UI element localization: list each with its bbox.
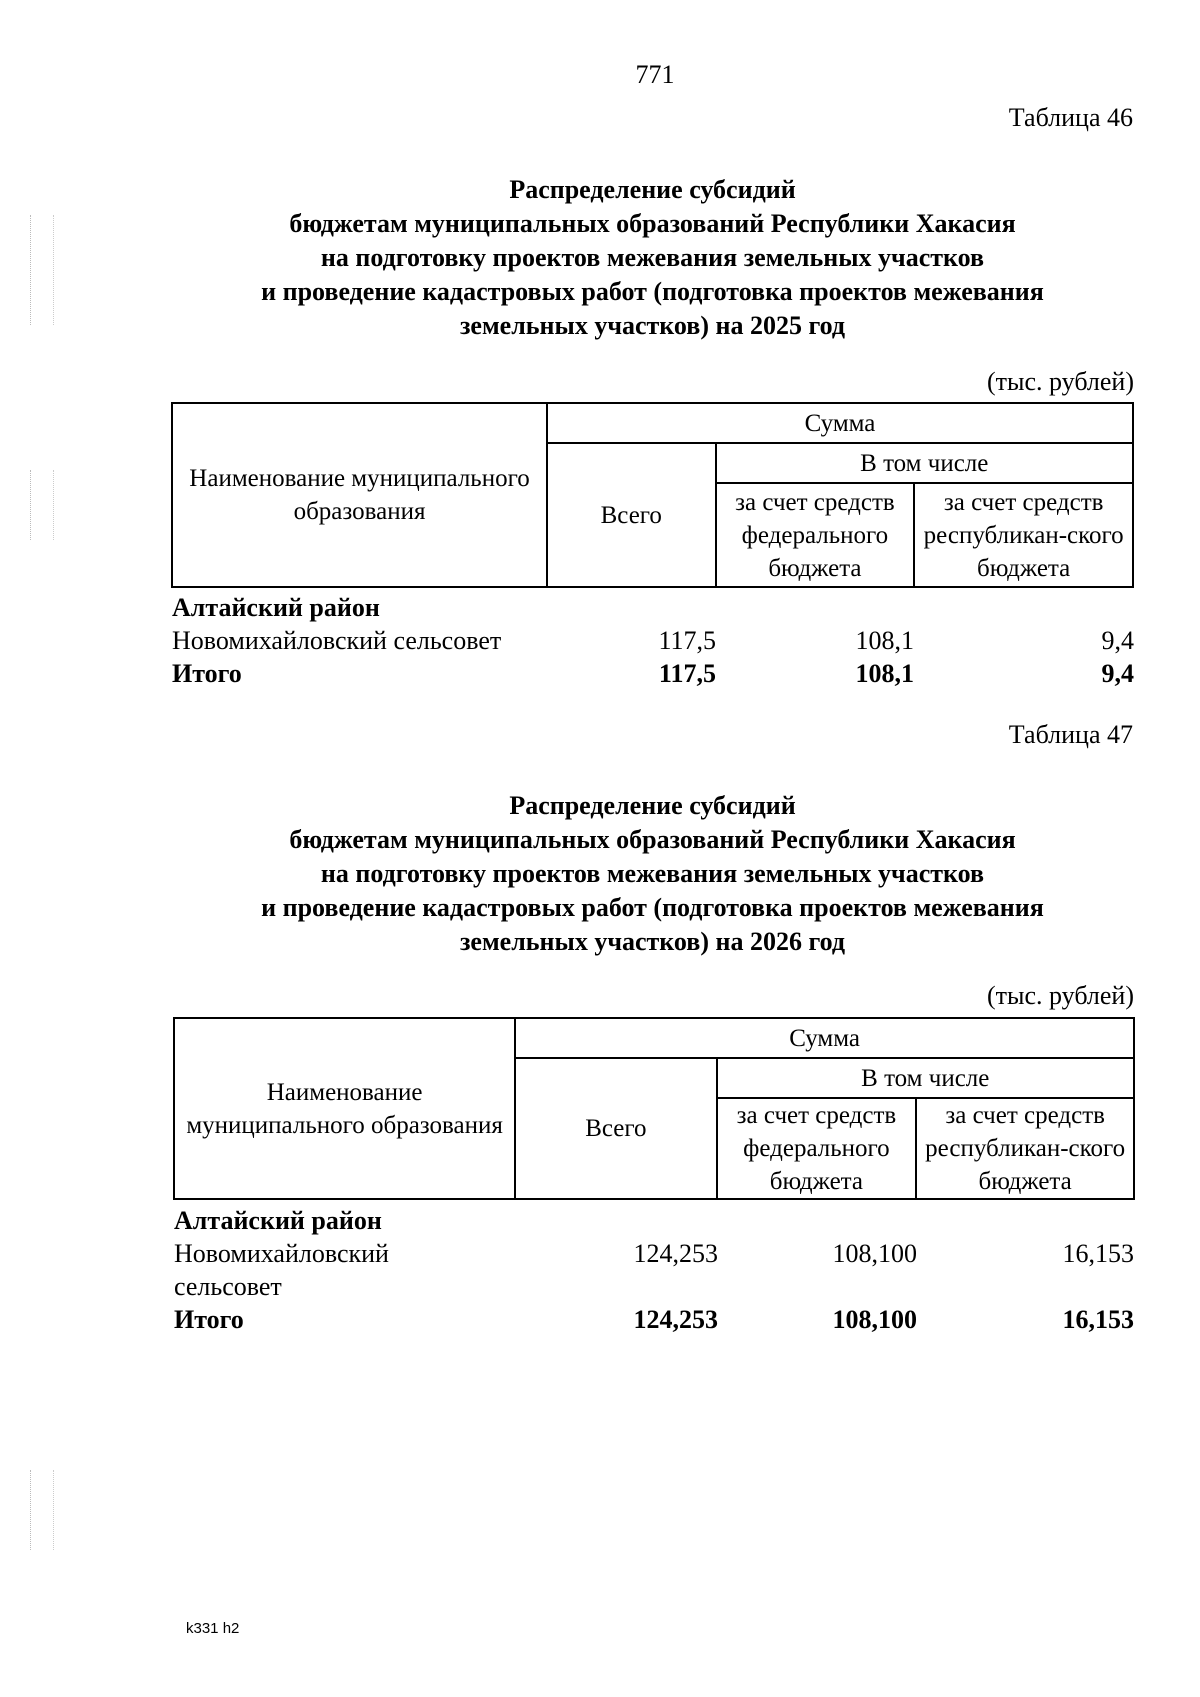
district-name: Алтайский район — [172, 593, 380, 622]
row-total: 117,5 — [658, 626, 716, 655]
header-name: Наименование муниципального образования — [174, 1018, 515, 1199]
sum-total: 124,253 — [633, 1305, 718, 1334]
sum-row — [172, 659, 1134, 692]
header-total: Всего — [547, 443, 716, 587]
title-line: Распределение субсидий — [509, 175, 796, 204]
header-including: В том числе — [716, 443, 1133, 483]
row-name-line1: Новомихайловский — [174, 1239, 389, 1268]
header-including: В том числе — [717, 1058, 1134, 1098]
table-row-continuation — [174, 1272, 1134, 1305]
title-line: бюджетам муниципальных образований Республики Хакасия — [289, 209, 1016, 238]
scan-margin-marks — [30, 470, 54, 540]
header-federal: за счет средств федерального бюджета — [717, 1098, 917, 1199]
sum-total: 117,5 — [658, 659, 716, 688]
row-federal: 108,100 — [832, 1239, 917, 1268]
title-line: на подготовку проектов межевания земельных участков — [320, 243, 985, 272]
table-row — [174, 1239, 1134, 1272]
header-federal: за счет средств федерального бюджета — [716, 483, 915, 587]
title-line: и проведение кадастровых работ (подготовка проектов межевания — [261, 277, 1044, 306]
row-federal: 108,1 — [855, 626, 914, 655]
row-republican: 9,4 — [1101, 626, 1134, 655]
table-47-header — [173, 1017, 1135, 1200]
footer-code: k331 h2 — [186, 1620, 240, 1637]
scan-margin-marks — [30, 1470, 54, 1550]
table-row — [172, 626, 1134, 659]
scan-margin-marks — [30, 215, 54, 325]
sum-name: Итого — [172, 659, 242, 688]
sum-republican: 16,153 — [1062, 1305, 1134, 1334]
table-46-header — [171, 402, 1134, 588]
header-republican: за счет средств республикан-ского бюджета — [914, 483, 1133, 587]
sum-row — [174, 1305, 1134, 1338]
district-row — [172, 593, 1134, 626]
row-total: 124,253 — [633, 1239, 718, 1268]
title-line: на подготовку проектов межевания земельных участков — [320, 859, 985, 888]
title-line: земельных участков) на 2025 год — [459, 311, 846, 340]
sum-republican: 9,4 — [1101, 659, 1134, 688]
header-sum: Сумма — [547, 403, 1133, 443]
units-label: (тыс. рублей) — [986, 367, 1134, 396]
page-number: 771 — [635, 60, 675, 89]
title-line: земельных участков) на 2026 год — [459, 927, 846, 956]
table-47-title — [170, 789, 1135, 959]
header-republican: за счет средств республикан-ского бюджета — [916, 1098, 1134, 1199]
header-total: Всего — [515, 1058, 716, 1199]
table-46-body — [172, 593, 1134, 692]
table-47-label: Таблица 47 — [1008, 720, 1133, 749]
title-line: и проведение кадастровых работ (подготовка проектов межевания — [261, 893, 1044, 922]
table-47-body — [174, 1206, 1134, 1338]
row-republican: 16,153 — [1062, 1239, 1134, 1268]
units-label: (тыс. рублей) — [986, 981, 1134, 1010]
sum-name: Итого — [174, 1305, 244, 1334]
title-line: Распределение субсидий — [509, 791, 796, 820]
district-name: Алтайский район — [174, 1206, 382, 1235]
table-46-title — [170, 173, 1135, 343]
district-row — [174, 1206, 1134, 1239]
sum-federal: 108,1 — [855, 659, 914, 688]
header-name: Наименование муниципального образования — [172, 403, 547, 587]
header-sum: Сумма — [515, 1018, 1134, 1058]
row-name: Новомихайловский сельсовет — [172, 626, 502, 655]
title-line: бюджетам муниципальных образований Республики Хакасия — [289, 825, 1016, 854]
row-name-line2: сельсовет — [174, 1272, 282, 1301]
table-46-label: Таблица 46 — [1008, 103, 1133, 132]
sum-federal: 108,100 — [832, 1305, 917, 1334]
